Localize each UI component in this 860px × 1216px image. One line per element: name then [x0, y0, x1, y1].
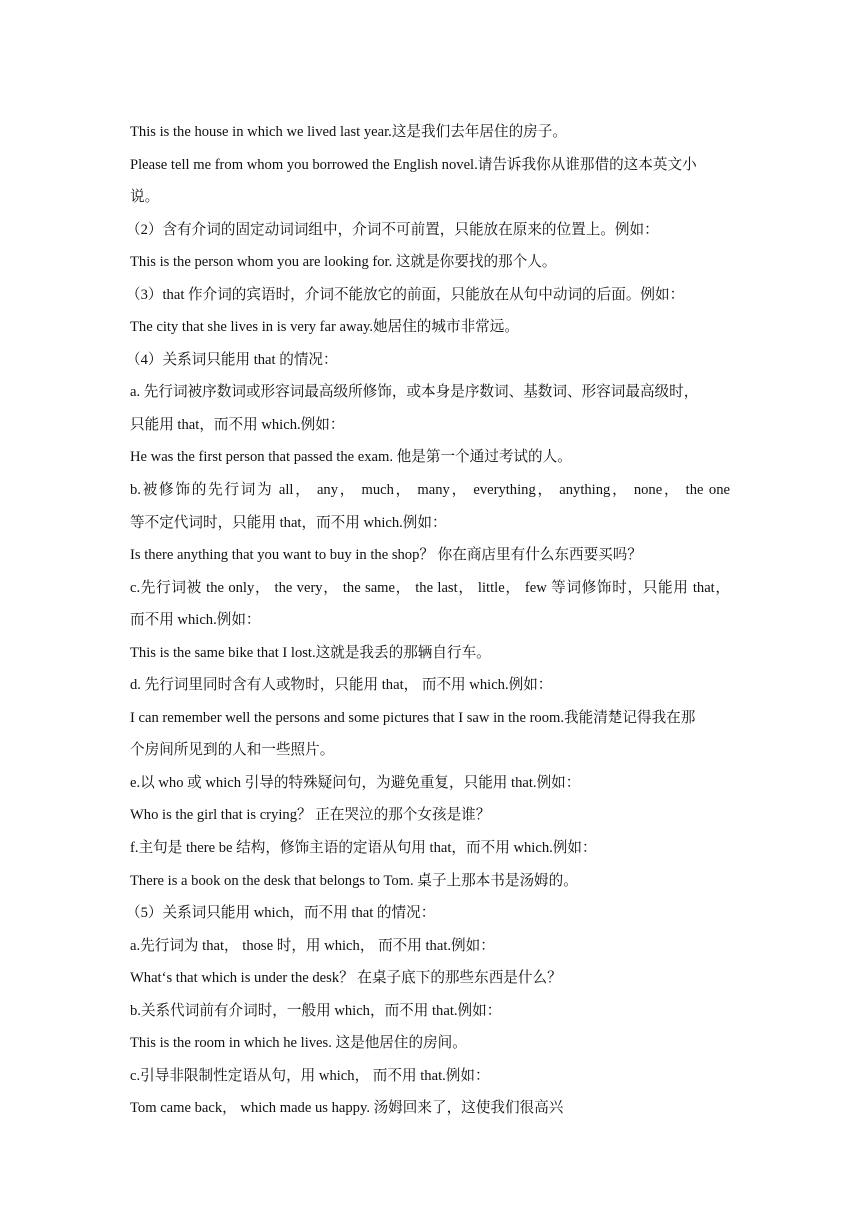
text-line: This is the person whom you are looking for. 这就是你要找的那个人。: [130, 254, 557, 271]
text-line: This is the house in which we lived last year.这是我们去年居住的房子。: [130, 124, 567, 140]
text-line: This is the same bike that I lost.这就是我丢的那辆自行车。: [130, 644, 491, 661]
text-line: a.先行词为 that， those 时，用 which， 而不用 that.例如：: [130, 937, 495, 954]
text-line: This is the room in which he lives. 这是他居住的房间。: [130, 1035, 467, 1052]
text-line: c.先行词被 the only， the very， the same， the last， little， few 等词修饰时，只能用 that，: [130, 579, 730, 596]
text-line: What‘s that which is under the desk？ 在桌子底下的那些东西是什么？: [130, 970, 562, 987]
section-heading: （3）that 作介词的宾语时，介词不能放它的前面，只能放在从句中动词的后面。例如：: [126, 286, 685, 303]
text-line: 个房间所见到的人和一些照片。: [130, 742, 335, 759]
text-line: b.被修饰的先行词为 all， any， much， many， everything， anything， none， the one: [130, 482, 730, 499]
text-line: The city that she lives in is very far away.她居住的城市非常远。: [130, 319, 519, 336]
text-line: c.引导非限制性定语从句，用 which， 而不用 that.例如：: [130, 1067, 490, 1084]
text-line: Tom came back， which made us happy. 汤姆回来了，这使我们很高兴: [130, 1100, 564, 1117]
text-line: f.主句是 there be 结构，修饰主语的定语从句用 that，而不用 which.例如：: [130, 840, 597, 857]
document-page: [126, 116, 730, 1125]
text-line: 只能用 that，而不用 which.例如：: [130, 416, 345, 433]
section-heading: （4）关系词只能用 that 的情况：: [126, 351, 338, 368]
text-line: 而不用 which.例如：: [130, 612, 261, 629]
text-line: He was the first person that passed the exam. 他是第一个通过考试的人。: [130, 449, 572, 466]
text-line: 等不定代词时，只能用 that，而不用 which.例如：: [130, 514, 447, 531]
text-line: Is there anything that you want to buy in the shop？ 你在商店里有什么东西要买吗？: [130, 547, 642, 564]
section-heading: （5）关系词只能用 which，而不用 that 的情况：: [126, 905, 436, 922]
text-line: a. 先行词被序数词或形容词最高级所修饰，或本身是序数词、基数词、形容词最高级时，: [130, 384, 699, 401]
section-heading: （2）含有介词的固定动词词组中，介词不可前置，只能放在原来的位置上。例如：: [126, 221, 659, 238]
text-line: Who is the girl that is crying？ 正在哭泣的那个女孩是谁？: [130, 807, 491, 824]
text-line: d. 先行词里同时含有人或物时，只能用 that， 而不用 which.例如：: [130, 677, 553, 694]
text-line: e.以 who 或 which 引导的特殊疑问句，为避免重复，只能用 that.例如：: [130, 774, 581, 791]
text-line: There is a book on the desk that belongs to Tom. 桌子上那本书是汤姆的。: [130, 872, 578, 889]
text-line: Please tell me from whom you borrowed the English novel.请告诉我你从谁那借的这本英文小: [130, 156, 697, 173]
text-line: I can remember well the persons and some pictures that I saw in the room.我能清楚记得我在那: [130, 709, 696, 726]
text-line: b.关系代词前有介词时，一般用 which，而不用 that.例如：: [130, 1002, 502, 1019]
text-line: 说。: [130, 189, 160, 206]
